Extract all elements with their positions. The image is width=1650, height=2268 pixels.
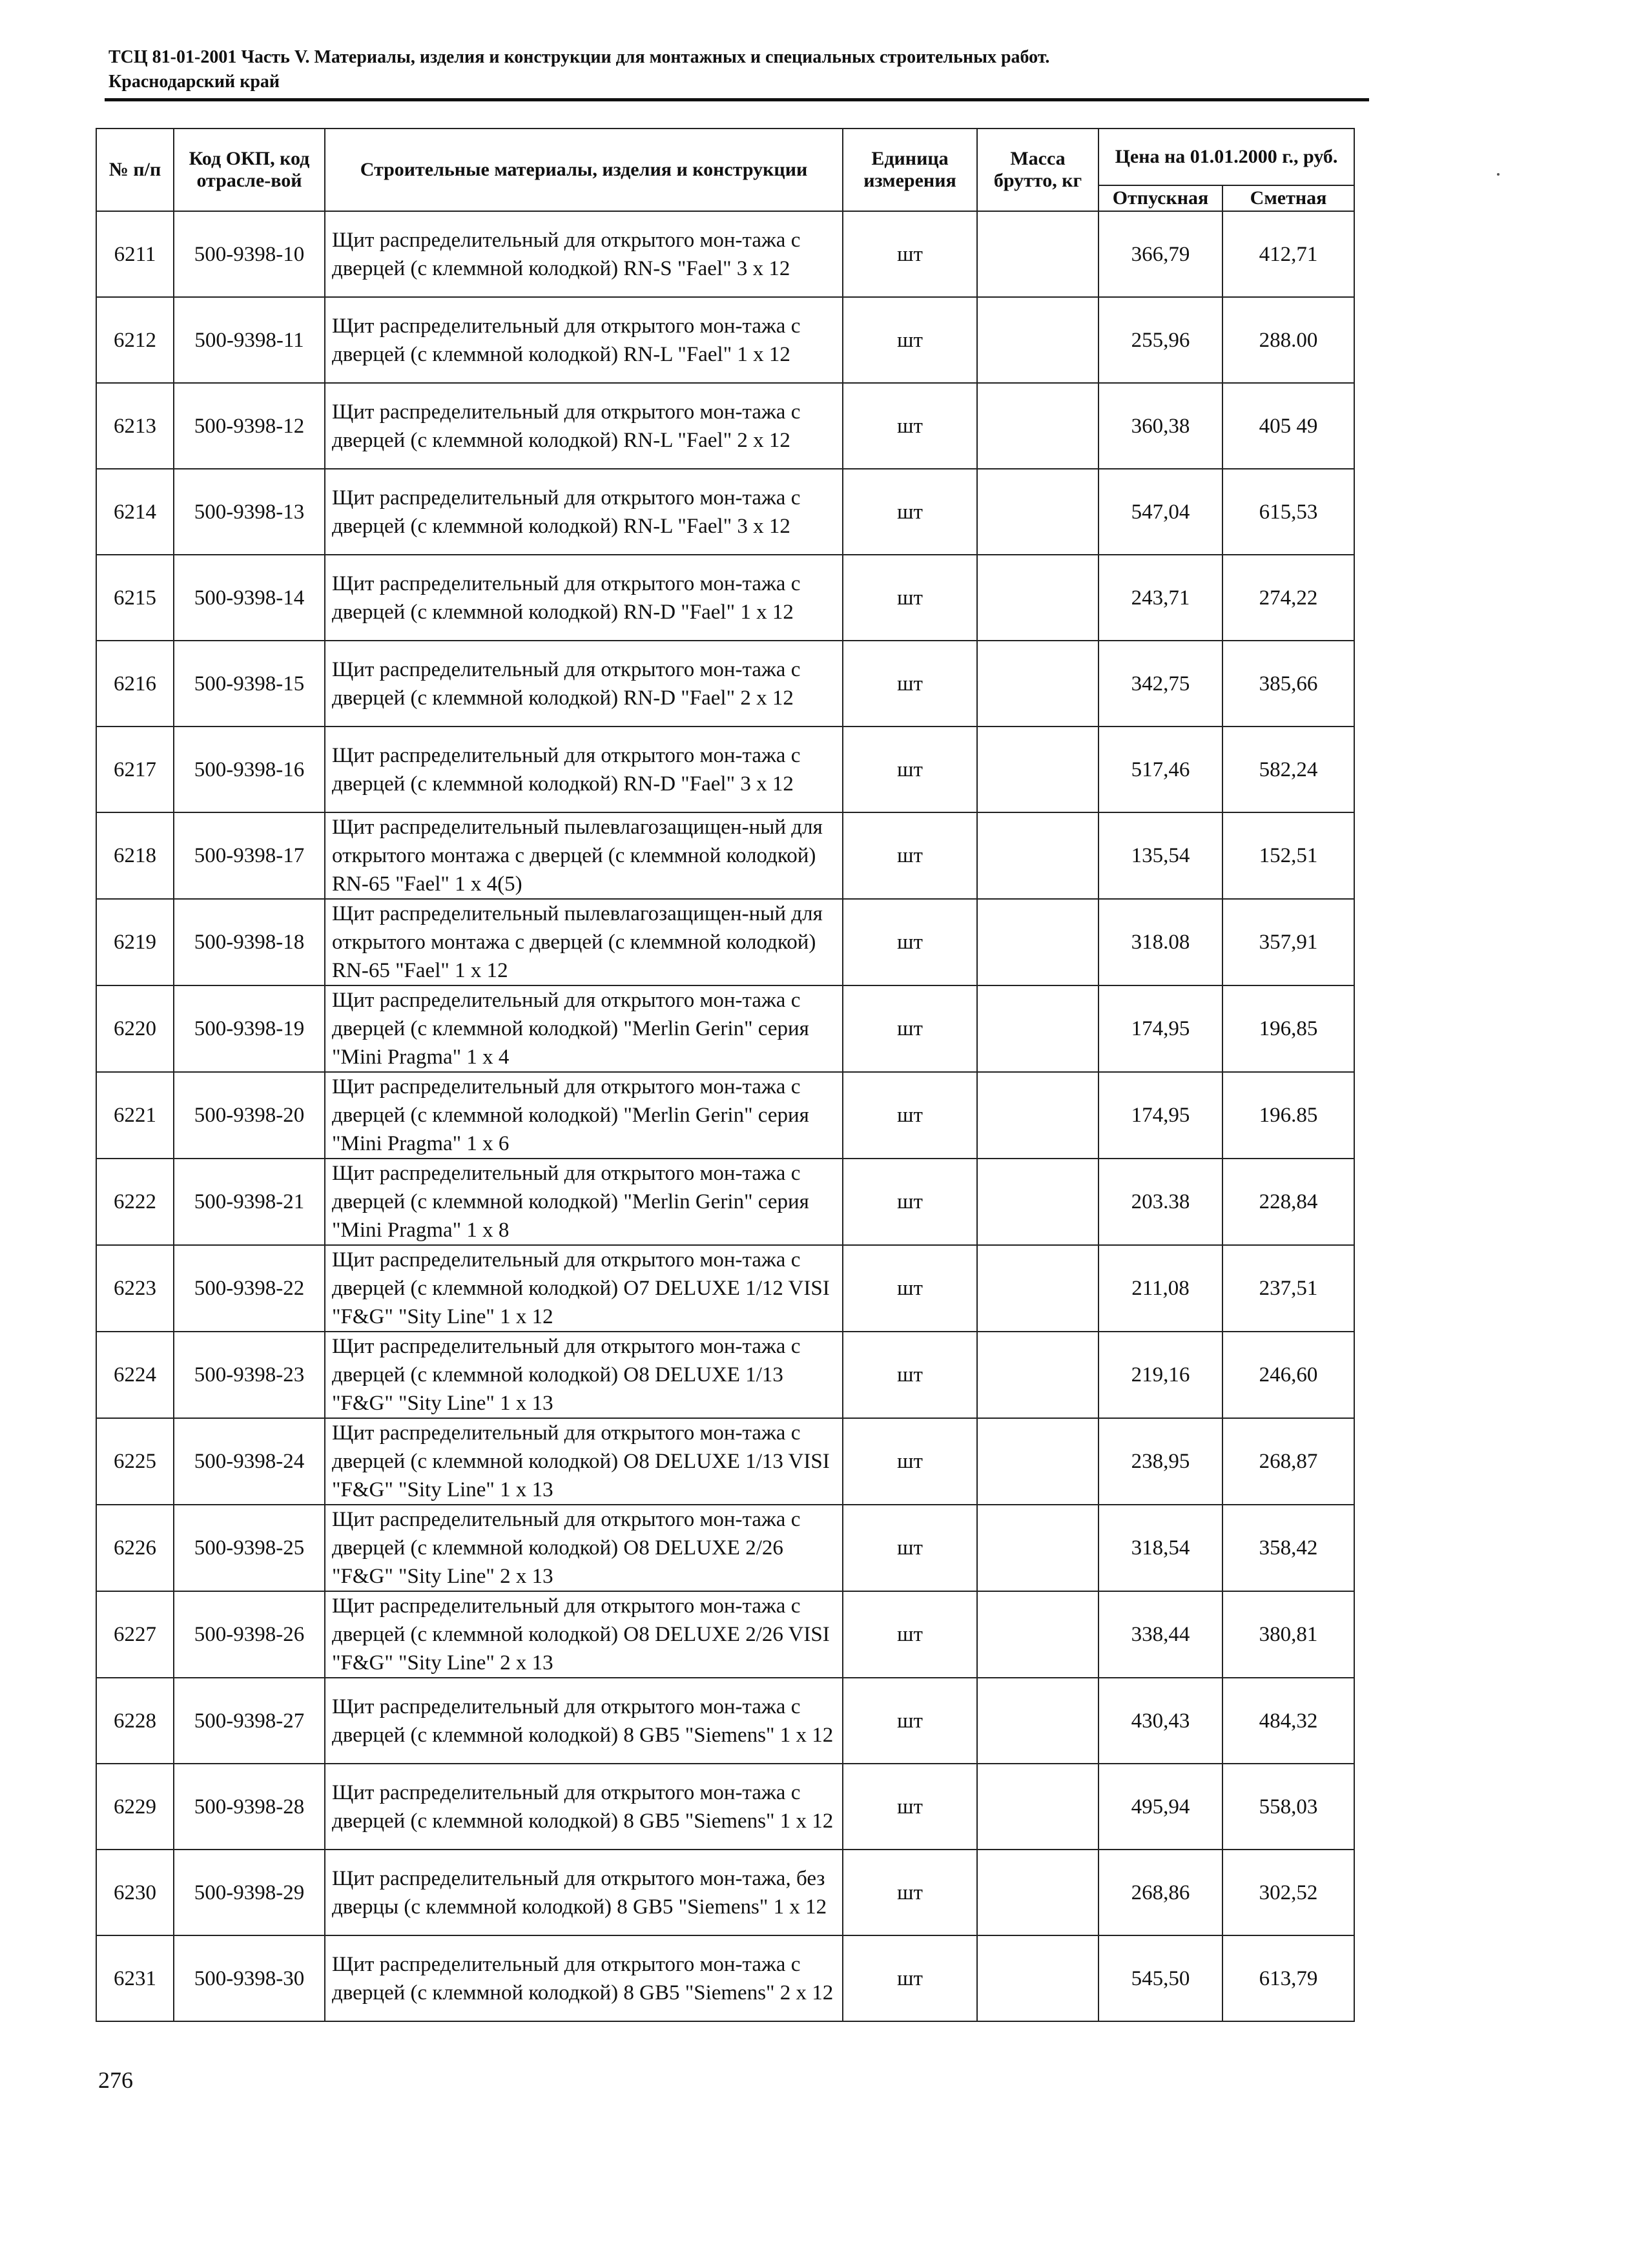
cell-code: 500-9398-24 <box>174 1418 325 1505</box>
cell-price-estimate: 228,84 <box>1222 1159 1354 1245</box>
cell-price-release: 547,04 <box>1098 469 1222 555</box>
cell-unit: шт <box>843 899 977 985</box>
table-row <box>96 1159 1354 1245</box>
cell-num: 6220 <box>96 985 174 1072</box>
cell-price-release: 495,94 <box>1098 1764 1222 1850</box>
col-header-price-release: Отпускная <box>1098 185 1222 211</box>
cell-price-estimate: 274,22 <box>1222 555 1354 641</box>
cell-mass <box>977 469 1098 555</box>
table-header <box>96 129 1354 211</box>
table-row <box>96 1591 1354 1678</box>
cell-description: Щит распределительный для открытого мон-тажа с дверцей (с клеммной колодкой) RN-L "Fael" 3 x 12 <box>325 469 843 555</box>
cell-mass <box>977 1332 1098 1418</box>
table-row <box>96 555 1354 641</box>
cell-unit: шт <box>843 1418 977 1505</box>
cell-code: 500-9398-12 <box>174 383 325 469</box>
table-row <box>96 1850 1354 1935</box>
cell-price-estimate: 405 49 <box>1222 383 1354 469</box>
cell-description: Щит распределительный для открытого мон-тажа с дверцей (с клеммной колодкой) 8 GB5 "Siemens" 1 x 12 <box>325 1678 843 1764</box>
cell-price-release: 366,79 <box>1098 211 1222 297</box>
cell-code: 500-9398-14 <box>174 555 325 641</box>
cell-mass <box>977 1245 1098 1332</box>
cell-code: 500-9398-27 <box>174 1678 325 1764</box>
cell-code: 500-9398-20 <box>174 1072 325 1159</box>
cell-price-estimate: 246,60 <box>1222 1332 1354 1418</box>
cell-unit: шт <box>843 555 977 641</box>
cell-num: 6231 <box>96 1935 174 2021</box>
cell-description: Щит распределительный для открытого мон-тажа с дверцей (с клеммной колодкой) O7 DELUXE 1/12 VISI "F&G" "Sity Line" 1 x 12 <box>325 1245 843 1332</box>
col-header-desc: Строительные материалы, изделия и конструкции <box>325 129 843 211</box>
table-row <box>96 641 1354 727</box>
cell-mass <box>977 1764 1098 1850</box>
cell-num: 6229 <box>96 1764 174 1850</box>
cell-num: 6215 <box>96 555 174 641</box>
cell-mass <box>977 899 1098 985</box>
cell-description: Щит распределительный для открытого мон-тажа с дверцей (с клеммной колодкой) O8 DELUXE 1/13 "F&G" "Sity Line" 1 x 13 <box>325 1332 843 1418</box>
table-row <box>96 1418 1354 1505</box>
cell-num: 6228 <box>96 1678 174 1764</box>
cell-price-release: 255,96 <box>1098 297 1222 383</box>
cell-code: 500-9398-26 <box>174 1591 325 1678</box>
cell-price-release: 517,46 <box>1098 727 1222 812</box>
cell-num: 6218 <box>96 812 174 899</box>
cell-description: Щит распределительный для открытого мон-тажа с дверцей (с клеммной колодкой) O8 DELUXE 2/26 VISI "F&G" "Sity Line" 2 x 13 <box>325 1591 843 1678</box>
cell-unit: шт <box>843 1245 977 1332</box>
cell-code: 500-9398-23 <box>174 1332 325 1418</box>
cell-price-release: 360,38 <box>1098 383 1222 469</box>
cell-mass <box>977 1850 1098 1935</box>
cell-description: Щит распределительный для открытого мон-тажа с дверцей (с клеммной колодкой) RN-D "Fael" 1 x 12 <box>325 555 843 641</box>
cell-description: Щит распределительный для открытого мон-тажа с дверцей (с клеммной колодкой) O8 DELUXE 2/26 "F&G" "Sity Line" 2 x 13 <box>325 1505 843 1591</box>
cell-code: 500-9398-16 <box>174 727 325 812</box>
table-row <box>96 1678 1354 1764</box>
cell-unit: шт <box>843 1591 977 1678</box>
cell-price-estimate: 385,66 <box>1222 641 1354 727</box>
cell-unit: шт <box>843 1678 977 1764</box>
cell-description: Щит распределительный для открытого мон-тажа с дверцей (с клеммной колодкой) RN-L "Fael" 2 x 12 <box>325 383 843 469</box>
table-row <box>96 1764 1354 1850</box>
cell-mass <box>977 1418 1098 1505</box>
cell-code: 500-9398-11 <box>174 297 325 383</box>
cell-price-release: 174,95 <box>1098 1072 1222 1159</box>
cell-num: 6214 <box>96 469 174 555</box>
cell-price-estimate: 558,03 <box>1222 1764 1354 1850</box>
cell-num: 6222 <box>96 1159 174 1245</box>
col-header-price-group: Цена на 01.01.2000 г., руб. <box>1098 129 1354 185</box>
cell-price-release: 174,95 <box>1098 985 1222 1072</box>
cell-price-estimate: 613,79 <box>1222 1935 1354 2021</box>
cell-price-release: 318.08 <box>1098 899 1222 985</box>
cell-code: 500-9398-19 <box>174 985 325 1072</box>
cell-mass <box>977 1935 1098 2021</box>
cell-unit: шт <box>843 1850 977 1935</box>
cell-mass <box>977 985 1098 1072</box>
cell-description: Щит распределительный для открытого мон-тажа с дверцей (с клеммной колодкой) RN-L "Fael" 1 x 12 <box>325 297 843 383</box>
cell-description: Щит распределительный для открытого мон-тажа с дверцей (с клеммной колодкой) RN-S "Fael" 3 x 12 <box>325 211 843 297</box>
cell-price-estimate: 357,91 <box>1222 899 1354 985</box>
cell-num: 6217 <box>96 727 174 812</box>
cell-unit: шт <box>843 812 977 899</box>
price-table <box>96 128 1355 2022</box>
table-row <box>96 727 1354 812</box>
table-row <box>96 383 1354 469</box>
scan-speck <box>1497 173 1500 176</box>
cell-unit: шт <box>843 297 977 383</box>
table-row <box>96 297 1354 383</box>
cell-price-release: 238,95 <box>1098 1418 1222 1505</box>
cell-mass <box>977 812 1098 899</box>
cell-description: Щит распределительный для открытого мон-тажа с дверцей (с клеммной колодкой) "Merlin Gerin" серия "Mini Pragma" 1 x 6 <box>325 1072 843 1159</box>
cell-unit: шт <box>843 1764 977 1850</box>
table-row <box>96 211 1354 297</box>
cell-price-estimate: 196.85 <box>1222 1072 1354 1159</box>
cell-mass <box>977 1072 1098 1159</box>
cell-unit: шт <box>843 1072 977 1159</box>
cell-code: 500-9398-29 <box>174 1850 325 1935</box>
cell-price-release: 219,16 <box>1098 1332 1222 1418</box>
cell-num: 6216 <box>96 641 174 727</box>
cell-price-estimate: 302,52 <box>1222 1850 1354 1935</box>
cell-code: 500-9398-10 <box>174 211 325 297</box>
cell-mass <box>977 1505 1098 1591</box>
header-region: Краснодарский край <box>108 72 280 92</box>
cell-unit: шт <box>843 469 977 555</box>
cell-num: 6227 <box>96 1591 174 1678</box>
table-row <box>96 1332 1354 1418</box>
table-row <box>96 812 1354 899</box>
cell-num: 6226 <box>96 1505 174 1591</box>
cell-mass <box>977 555 1098 641</box>
cell-price-release: 268,86 <box>1098 1850 1222 1935</box>
page-header <box>108 45 1368 94</box>
cell-mass <box>977 1678 1098 1764</box>
cell-price-estimate: 380,81 <box>1222 1591 1354 1678</box>
cell-unit: шт <box>843 383 977 469</box>
cell-num: 6219 <box>96 899 174 985</box>
cell-unit: шт <box>843 641 977 727</box>
cell-price-estimate: 237,51 <box>1222 1245 1354 1332</box>
cell-price-estimate: 615,53 <box>1222 469 1354 555</box>
cell-price-release: 243,71 <box>1098 555 1222 641</box>
cell-price-estimate: 358,42 <box>1222 1505 1354 1591</box>
cell-code: 500-9398-22 <box>174 1245 325 1332</box>
cell-num: 6221 <box>96 1072 174 1159</box>
cell-price-release: 342,75 <box>1098 641 1222 727</box>
cell-description: Щит распределительный для открытого мон-тажа с дверцей (с клеммной колодкой) "Merlin Gerin" серия "Mini Pragma" 1 x 8 <box>325 1159 843 1245</box>
table-row <box>96 1072 1354 1159</box>
table-row <box>96 1935 1354 2021</box>
cell-code: 500-9398-15 <box>174 641 325 727</box>
cell-num: 6211 <box>96 211 174 297</box>
cell-code: 500-9398-17 <box>174 812 325 899</box>
cell-price-release: 211,08 <box>1098 1245 1222 1332</box>
cell-num: 6213 <box>96 383 174 469</box>
cell-price-release: 318,54 <box>1098 1505 1222 1591</box>
cell-description: Щит распределительный для открытого мон-тажа с дверцей (с клеммной колодкой) 8 GB5 "Siemens" 2 x 12 <box>325 1935 843 2021</box>
cell-mass <box>977 727 1098 812</box>
cell-num: 6224 <box>96 1332 174 1418</box>
cell-description: Щит распределительный для открытого мон-тажа с дверцей (с клеммной колодкой) 8 GB5 "Siemens" 1 x 12 <box>325 1764 843 1850</box>
col-header-price-estimate: Сметная <box>1222 185 1354 211</box>
cell-code: 500-9398-25 <box>174 1505 325 1591</box>
cell-code: 500-9398-18 <box>174 899 325 985</box>
cell-mass <box>977 211 1098 297</box>
cell-description: Щит распределительный для открытого мон-тажа с дверцей (с клеммной колодкой) O8 DELUXE 1/13 VISI "F&G" "Sity Line" 1 x 13 <box>325 1418 843 1505</box>
cell-unit: шт <box>843 1159 977 1245</box>
col-header-unit: Единица измерения <box>843 129 977 211</box>
cell-unit: шт <box>843 1505 977 1591</box>
cell-mass <box>977 1591 1098 1678</box>
cell-price-estimate: 196,85 <box>1222 985 1354 1072</box>
cell-price-estimate: 412,71 <box>1222 211 1354 297</box>
table-body <box>96 211 1354 2021</box>
table-row <box>96 1505 1354 1591</box>
cell-description: Щит распределительный для открытого мон-тажа с дверцей (с клеммной колодкой) RN-D "Fael" 2 x 12 <box>325 641 843 727</box>
cell-price-release: 135,54 <box>1098 812 1222 899</box>
cell-num: 6225 <box>96 1418 174 1505</box>
cell-price-release: 430,43 <box>1098 1678 1222 1764</box>
cell-description: Щит распределительный для открытого мон-тажа с дверцей (с клеммной колодкой) "Merlin Gerin" серия "Mini Pragma" 1 x 4 <box>325 985 843 1072</box>
cell-code: 500-9398-30 <box>174 1935 325 2021</box>
cell-unit: шт <box>843 985 977 1072</box>
table-row <box>96 469 1354 555</box>
col-header-num: № п/п <box>96 129 174 211</box>
cell-price-estimate: 288.00 <box>1222 297 1354 383</box>
cell-price-release: 203.38 <box>1098 1159 1222 1245</box>
cell-unit: шт <box>843 211 977 297</box>
col-header-code: Код ОКП, код отрасле-вой <box>174 129 325 211</box>
cell-price-estimate: 152,51 <box>1222 812 1354 899</box>
cell-description: Щит распределительный для открытого мон-тажа с дверцей (с клеммной колодкой) RN-D "Fael" 3 x 12 <box>325 727 843 812</box>
header-rule <box>105 98 1369 101</box>
cell-code: 500-9398-21 <box>174 1159 325 1245</box>
cell-code: 500-9398-28 <box>174 1764 325 1850</box>
cell-price-estimate: 582,24 <box>1222 727 1354 812</box>
cell-mass <box>977 1159 1098 1245</box>
cell-description: Щит распределительный для открытого мон-тажа, без дверцы (с клеммной колодкой) 8 GB5 "Siemens" 1 x 12 <box>325 1850 843 1935</box>
cell-price-estimate: 268,87 <box>1222 1418 1354 1505</box>
cell-mass <box>977 383 1098 469</box>
cell-num: 6212 <box>96 297 174 383</box>
cell-num: 6223 <box>96 1245 174 1332</box>
page-number: 276 <box>98 2067 133 2093</box>
cell-price-estimate: 484,32 <box>1222 1678 1354 1764</box>
table-row <box>96 985 1354 1072</box>
cell-description: Щит распределительный пылевлагозащищен-ный для открытого монтажа с дверцей (с клеммной колодкой) RN-65 "Fael" 1 x 12 <box>325 899 843 985</box>
cell-unit: шт <box>843 1332 977 1418</box>
cell-code: 500-9398-13 <box>174 469 325 555</box>
col-header-mass: Масса брутто, кг <box>977 129 1098 211</box>
cell-price-release: 545,50 <box>1098 1935 1222 2021</box>
cell-num: 6230 <box>96 1850 174 1935</box>
table-row <box>96 899 1354 985</box>
header-title: ТСЦ 81-01-2001 Часть V. Материалы, изделия и конструкции для монтажных и специальных строительных работ. <box>108 47 1050 67</box>
cell-unit: шт <box>843 1935 977 2021</box>
cell-mass <box>977 297 1098 383</box>
cell-price-release: 338,44 <box>1098 1591 1222 1678</box>
table-row <box>96 1245 1354 1332</box>
cell-description: Щит распределительный пылевлагозащищен-ный для открытого монтажа с дверцей (с клеммной колодкой) RN-65 "Fael" 1 x 4(5) <box>325 812 843 899</box>
cell-unit: шт <box>843 727 977 812</box>
cell-mass <box>977 641 1098 727</box>
